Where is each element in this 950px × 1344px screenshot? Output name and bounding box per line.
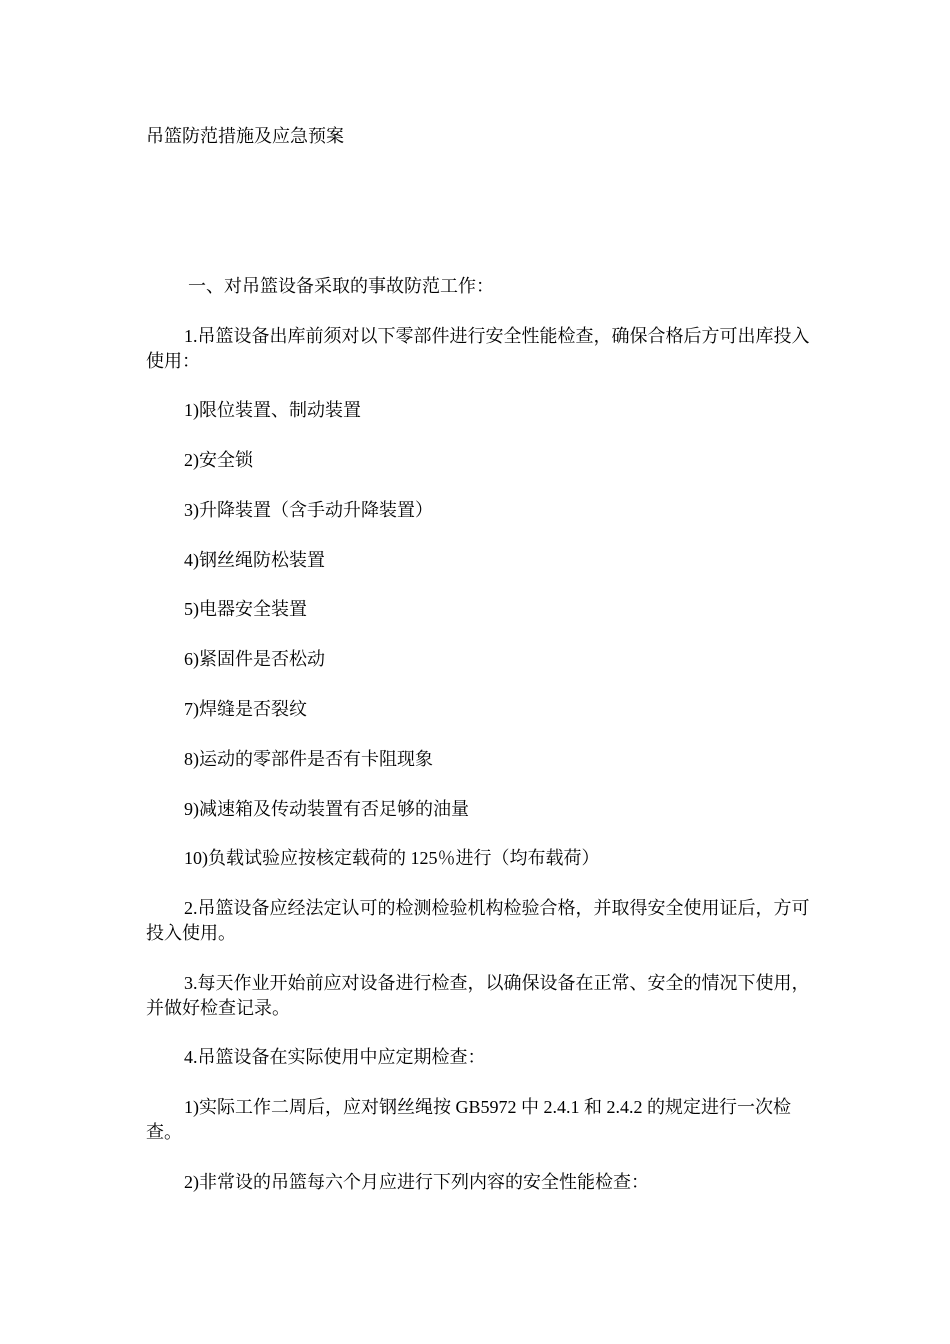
paragraph: 3.每天作业开始前应对设备进行检查，以确保设备在正常、安全的情况下使用，并做好检查记录。	[146, 973, 810, 1018]
list-item: 2)非常设的吊篮每六个月应进行下列内容的安全性能检查：	[184, 1172, 649, 1192]
list-item: 7)焊缝是否裂纹	[184, 699, 307, 719]
list-item: 4)钢丝绳防松装置	[184, 550, 325, 570]
list-item: 1)限位装置、制动装置	[184, 400, 361, 420]
paragraph: 2.吊篮设备应经法定认可的检测检验机构检验合格，并取得安全使用证后，方可投入使用。	[146, 898, 810, 943]
paragraph: 1.吊篮设备出库前须对以下零部件进行安全性能检查，确保合格后方可出库投入使用：	[146, 326, 810, 371]
list-item: 9)减速箱及传动装置有否足够的油量	[184, 799, 469, 819]
list-item: 8)运动的零部件是否有卡阻现象	[184, 749, 433, 769]
list-item: 10)负载试验应按核定载荷的 125％进行（均布载荷）	[184, 848, 600, 868]
document-title: 吊篮防范措施及应急预案	[146, 126, 344, 146]
list-item: 6)紧固件是否松动	[184, 649, 325, 669]
list-item: 1)实际工作二周后，应对钢丝绳按 GB5972 中 2.4.1 和 2.4.2 的规定进行一次检查。	[146, 1097, 791, 1142]
list-item: 5)电器安全装置	[184, 599, 307, 619]
list-item: 2)安全锁	[184, 450, 253, 470]
list-item: 3)升降装置（含手动升降装置）	[184, 500, 433, 520]
paragraph: 4.吊篮设备在实际使用中应定期检查：	[184, 1047, 486, 1067]
section-heading: 一、对吊篮设备采取的事故防范工作：	[188, 276, 494, 296]
